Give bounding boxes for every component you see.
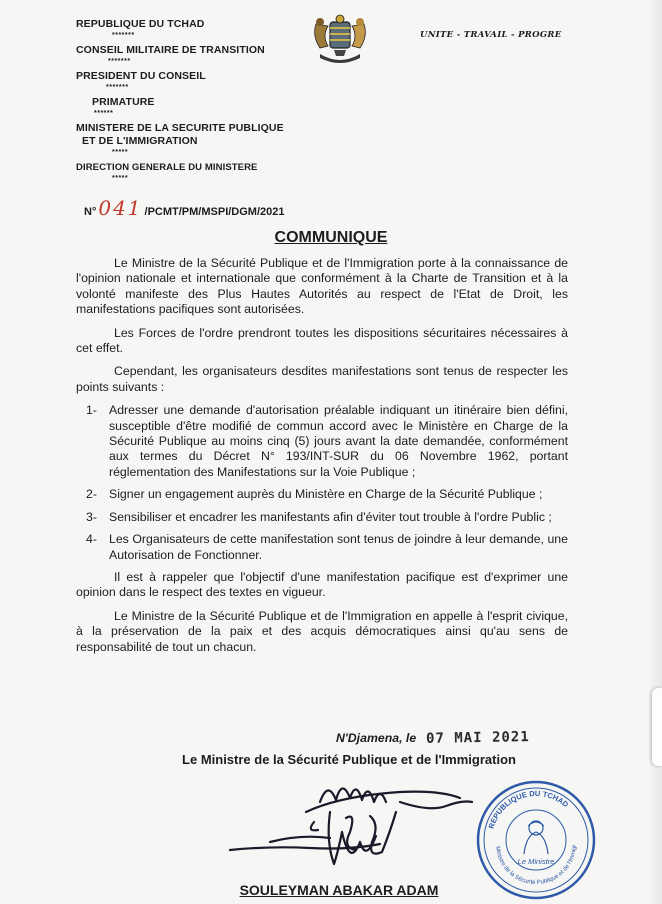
requirements-list — [76, 403, 568, 563]
paragraph-reminder: Il est à rappeler que l'objectif d'une manifestation pacifique est d'exprimer une opinion dans le respect des textes en vigueur. — [76, 569, 568, 600]
signatory-name — [0, 882, 662, 898]
signatory-title-text: Le Ministre de la Sécurité Publique et de l'Immigration — [182, 752, 516, 767]
list-item-text: Les Organisateurs de cette manifestation sont tenus de joindre à leur demande, une Autorisation de Fonctionner. — [109, 532, 568, 562]
signatory-name-text: SOULEYMAN ABAKAR ADAM — [239, 882, 439, 898]
separator-stars: ******* — [108, 58, 131, 65]
coat-of-arms-icon — [308, 10, 372, 68]
header-ministry: MINISTERE DE LA SECURITE PUBLIQUE — [76, 122, 284, 134]
letterhead — [76, 18, 306, 187]
handwritten-signature — [210, 772, 490, 882]
list-item-number: 4- — [86, 532, 97, 547]
header-republic: REPUBLIQUE DU TCHAD — [76, 18, 205, 30]
list-item-text: Signer un engagement auprès du Ministère en Charge de la Sécurité Publique ; — [109, 487, 543, 502]
communique-body — [76, 256, 568, 663]
list-item-text: Adresser une demande d'autorisation préalable indiquant un itinéraire bien défini, susceptible d'être modifié de commun accord avec le Ministère en Charge de la Sécurité Publique au moins cinq (5) jours avant la date demandée, conformément aux termes du Décret N° 193/INT-SUR du 06 Novembre 1962, portant réglementation des Manifestations sur la Voie Publique ; — [109, 403, 568, 479]
separator-stars: ****** — [94, 110, 114, 117]
list-item-number: 1- — [86, 403, 97, 418]
place-and-date — [336, 730, 530, 746]
separator-stars: ******* — [106, 84, 129, 91]
seal-center-text: Le Ministre — [517, 857, 555, 866]
paragraph-organizers: Cependant, les organisateurs desdites manifestations sont tenus de respecter les points suivants : — [76, 364, 568, 394]
separator-stars: ***** — [112, 175, 129, 182]
list-item — [76, 403, 568, 480]
reference-handwritten-number: 041 — [98, 196, 143, 220]
header-direction: DIRECTION GENERALE DU MINISTERE — [76, 162, 258, 173]
paragraph-intro: Le Ministre de la Sécurité Publique et de l'Immigration porte à la connaissance de l'opinion nationale et internationale que conformément à la Charte de Transition et à la volonté manifeste des Plus Hautes Autorités au respect de l'Etat de Droit, les manifestations pacifiques sont autorisées. — [76, 256, 568, 317]
svg-text:REPUBLIQUE DU TCHAD: REPUBLIQUE DU TCHAD — [486, 788, 571, 830]
header-president: PRESIDENT DU CONSEIL — [76, 70, 206, 82]
reference-prefix: N° — [84, 206, 97, 218]
separator-stars: ******* — [112, 32, 135, 39]
list-item — [76, 487, 568, 502]
date-stamp: 07 MAI 2021 — [426, 729, 531, 747]
title-text: COMMUNIQUE — [274, 229, 388, 246]
header-ministry-2: ET DE L'IMMIGRATION — [82, 135, 198, 147]
list-item — [76, 510, 568, 525]
separator-stars: ***** — [112, 149, 129, 156]
svg-text:Ministre de la Sécurité Publiq: Ministre de la Sécurité Publique et de l'Immigr — [494, 844, 579, 887]
list-item-number: 2- — [86, 487, 97, 502]
place-text: N'Djamena, le — [336, 731, 417, 745]
list-item — [76, 532, 568, 563]
paragraph-appeal: Le Ministre de la Sécurité Publique et de l'Immigration en appelle à l'esprit civique, à la préservation de la paix et des acquis démocratiques ainsi qu'au sens de responsabilité de tout un chacun. — [76, 608, 568, 654]
list-item-text: Sensibiliser et encadrer les manifestants afin d'éviter tout trouble à l'ordre Public ; — [109, 509, 552, 524]
header-primature: PRIMATURE — [92, 96, 155, 108]
document-title — [0, 229, 662, 247]
reference-number — [84, 196, 285, 220]
side-scroll-tab[interactable] — [652, 688, 662, 766]
signatory-title — [0, 752, 662, 767]
header-council: CONSEIL MILITAIRE DE TRANSITION — [76, 44, 265, 56]
list-item-number: 3- — [86, 509, 97, 524]
paragraph-forces: Les Forces de l'ordre prendront toutes les dispositions sécuritaires nécessaires à cet effet. — [76, 325, 568, 356]
reference-suffix: /PCMT/PM/MSPI/DGM/2021 — [144, 206, 285, 218]
national-motto: UNITE - TRAVAIL - PROGRE — [420, 30, 562, 40]
page-edge-shadow — [648, 0, 662, 904]
